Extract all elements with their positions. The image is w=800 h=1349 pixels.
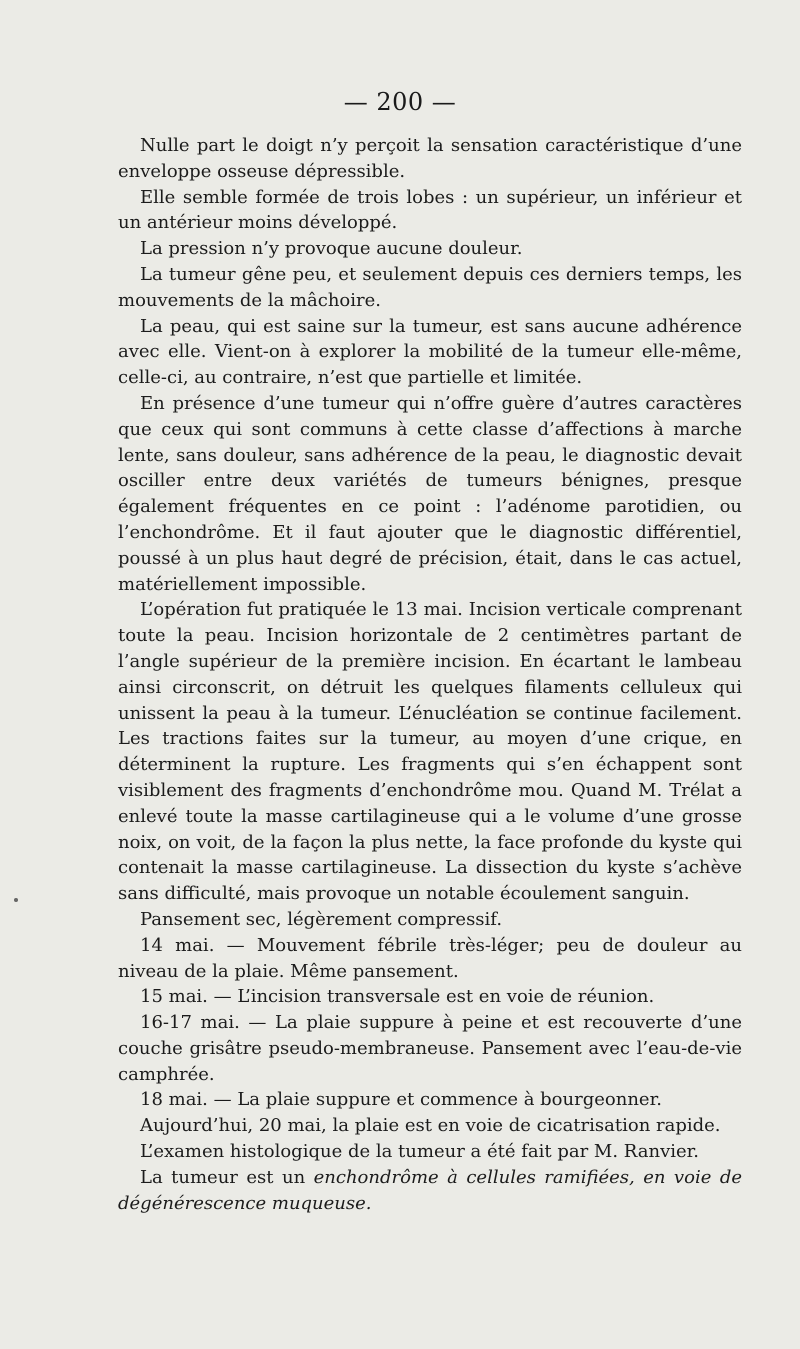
final-paragraph-lead: La tumeur est un <box>140 1166 314 1188</box>
paragraph: L’opération fut pratiquée le 13 mai. Incision verticale comprenant toute la peau. Incision horizontale de 2 centimètres partant de l’angle supérieur de la première incision. En écartant le lambeau ainsi circonscrit, on détruit les quelques filaments celluleux qui unissent la peau à la tumeur. L’énucléation se continue facilement. Les tractions faites sur la tumeur, au moyen d’une crique, en déterminent la rupture. Les fragments qui s’en échappent sont visiblement des fragments d’enchondrôme mou. Quand M. Trélat a enlevé toute la masse cartilagineuse qui a le volume d’une grosse noix, on voit, de la façon la plus nette, la face profonde du kyste qui contenait la masse cartilagineuse. La dissection du kyste s’achève sans difficulté, mais provoque un notable écoulement sanguin. <box>118 599 742 905</box>
final-paragraph-italic: enchondrôme à cellules ramifiées, en voie de dégénérescence muqueuse. <box>118 1166 742 1214</box>
paragraph: 14 mai. — Mouvement fébrile très-léger; peu de douleur au niveau de la plaie. Même pansement. <box>118 934 742 982</box>
page-number: — 200 — <box>343 88 457 116</box>
paragraph: Aujourd’hui, 20 mai, la plaie est en voie de cicatrisation rapide. <box>140 1115 721 1137</box>
paragraph: 18 mai. — La plaie suppure et commence à bourgeonner. <box>140 1089 662 1111</box>
paragraph: La pression n’y provoque aucune douleur. <box>140 238 523 260</box>
final-paragraph <box>118 1165 742 1217</box>
paragraph: 16-17 mai. — La plaie suppure à peine et est recouverte d’une couche grisâtre pseudo-membraneuse. Pansement avec l’eau-de-vie camphrée. <box>118 1012 742 1085</box>
paragraph: La tumeur gêne peu, et seulement depuis ces derniers temps, les mouvements de la mâchoire. <box>118 263 742 311</box>
paragraph: En présence d’une tumeur qui n’offre guère d’autres caractères que ceux qui sont communs à cette classe d’affections à marche lente, sans douleur, sans adhérence de la peau, le diagnostic devait osciller entre deux variétés de tumeurs bénignes, presque également fréquentes en ce point : l’adénome parotidien, ou l’enchondrôme. Et il faut ajouter que le diagnostic différentiel, poussé à un plus haut degré de précision, était, dans le cas actuel, matériellement impossible. <box>118 392 742 595</box>
paragraph: Elle semble formée de trois lobes : un supérieur, un inférieur et un antérieur moins développé. <box>118 186 742 234</box>
paragraph: Nulle part le doigt n’y perçoit la sensation caractéristique d’une enveloppe osseuse dépressible. <box>118 135 742 182</box>
paragraph: L’examen histologique de la tumeur a été fait par M. Ranvier. <box>140 1141 700 1163</box>
paragraph: La peau, qui est saine sur la tumeur, est sans aucune adhérence avec elle. Vient-on à explorer la mobilité de la tumeur elle-même, celle-ci, au contraire, n’est que partielle et limitée. <box>118 315 742 389</box>
paragraph: 15 mai. — L’incision transversale est en voie de réunion. <box>140 986 655 1008</box>
paragraph: Pansement sec, légèrement compressif. <box>140 908 503 930</box>
scan-speck <box>14 898 18 902</box>
body-text <box>118 133 742 1216</box>
